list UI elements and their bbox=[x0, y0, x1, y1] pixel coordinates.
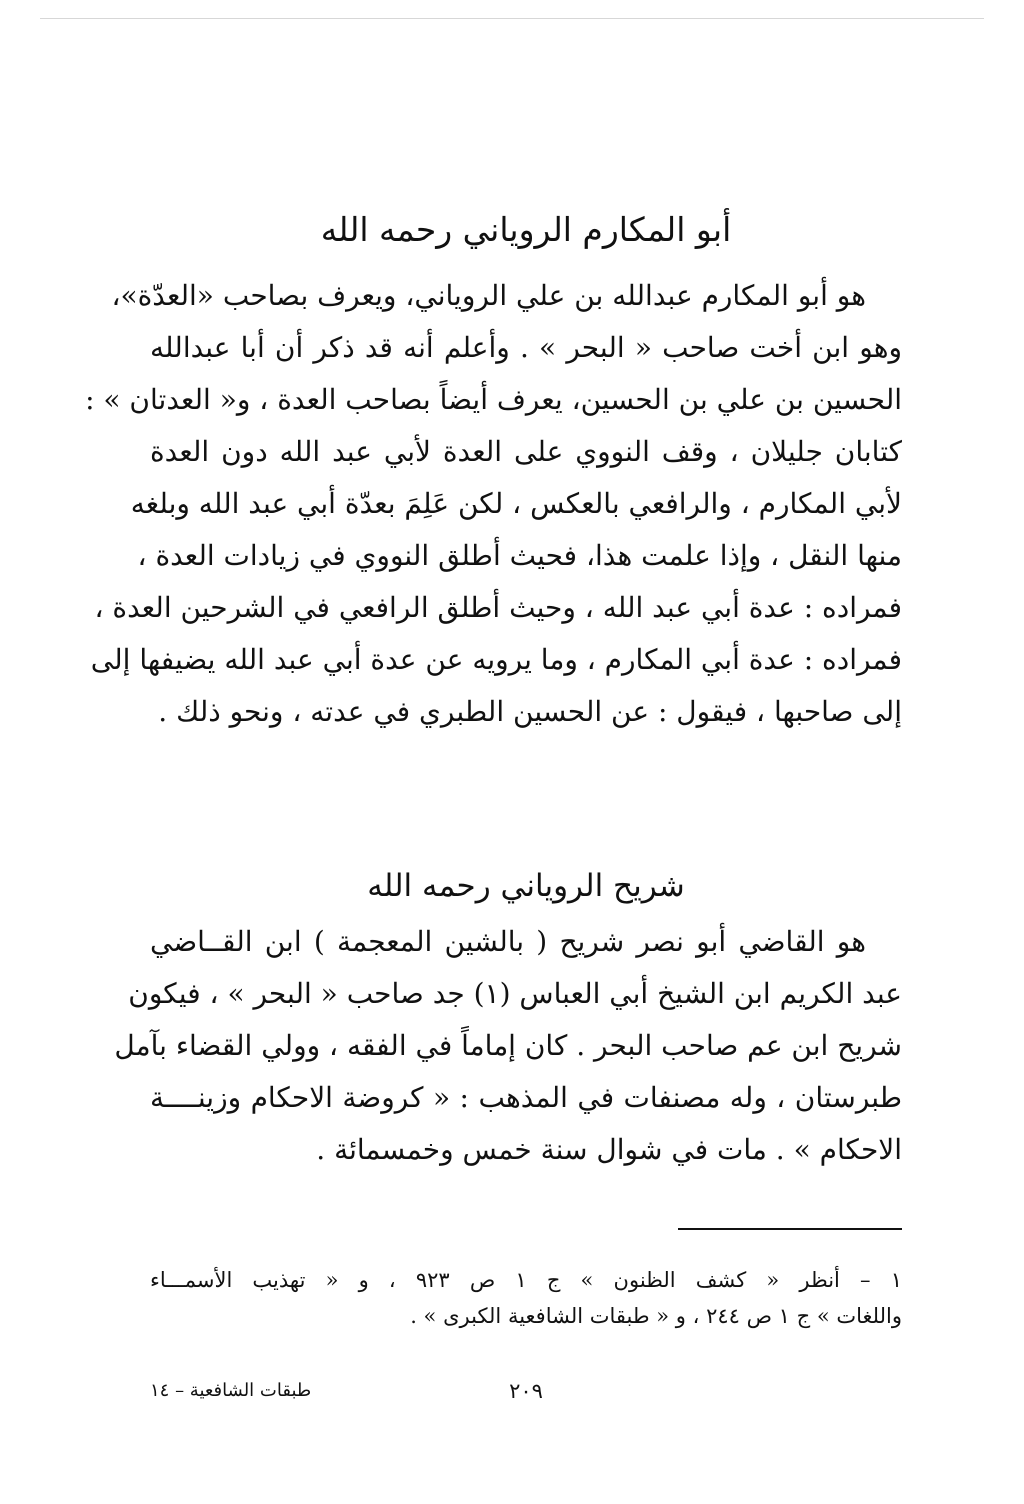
footnote-line: ١ – أنظر « كشف الظنون » ج ١ ص ٩٢٣ ، و « تهذيب الأسمـــاء bbox=[150, 1268, 902, 1292]
footnote-line: واللغات » ج ١ ص ٢٤٤ ، و « طبقات الشافعية الكبرى » . bbox=[410, 1304, 902, 1328]
text-line: إلى صاحبها ، فيقول : عن الحسين الطبري في عدته ، ونحو ذلك . bbox=[158, 695, 902, 728]
text-line: هو أبو المكارم عبدالله بن علي الروياني، ويعرف بصاحب «العدّة»، bbox=[111, 279, 866, 312]
biography-paragraph-shurayh bbox=[114, 916, 902, 1176]
biography-paragraph-abu-al-makarim bbox=[85, 270, 902, 738]
page-number: ٢٠٩ bbox=[509, 1379, 543, 1403]
text-line: عبد الكريم ابن الشيخ أبي العباس (١) جد صاحب « البحر » ، فيكون bbox=[128, 977, 902, 1010]
text-line: منها النقل ، وإذا علمت هذا، فحيث أطلق النووي في زيادات العدة ، bbox=[137, 539, 902, 572]
text-line: فمراده : عدة أبي المكارم ، وما يرويه عن عدة أبي عبد الله يضيفها إلى bbox=[90, 643, 902, 676]
text-line: الاحكام » . مات في شوال سنة خمس وخمسمائة . bbox=[316, 1133, 902, 1166]
text-line: كتابان جليلان ، وقف النووي على العدة لأبي عبد الله دون العدة bbox=[150, 435, 902, 468]
text-line: لأبي المكارم ، والرافعي بالعكس ، لكن عَلِمَ بعدّة أبي عبد الله وبلغه bbox=[130, 487, 902, 520]
text-line: الحسين بن علي بن الحسين، يعرف أيضاً بصاحب العدة ، و« العدتان » : bbox=[85, 383, 902, 416]
text-line: طبرستان ، وله مصنفات في المذهب : « كروضة الاحكام وزينــــة bbox=[150, 1081, 902, 1114]
footnotes bbox=[150, 1262, 902, 1334]
book-page bbox=[85, 0, 902, 1504]
biography-heading-abu-al-makarim: أبو المكارم الروياني رحمه الله bbox=[320, 210, 732, 250]
text-line: شريح ابن عم صاحب البحر . كان إماماً في الفقه ، وولي القضاء بآمل bbox=[114, 1029, 902, 1062]
footnote-separator bbox=[678, 1228, 902, 1230]
text-line: هو القاضي أبو نصر شريح ( بالشين المعجمة ) ابن القــاضي bbox=[150, 925, 866, 958]
page-footer bbox=[150, 1374, 902, 1408]
printer-signature: طبقات الشافعية – ١٤ bbox=[150, 1380, 312, 1401]
text-line: وهو ابن أخت صاحب « البحر » . وأعلم أنه قد ذكر أن أبا عبدالله bbox=[150, 331, 902, 364]
biography-heading-shurayh: شريح الروياني رحمه الله bbox=[367, 867, 685, 904]
text-line: فمراده : عدة أبي عبد الله ، وحيث أطلق الرافعي في الشرحين العدة ، bbox=[94, 591, 902, 624]
